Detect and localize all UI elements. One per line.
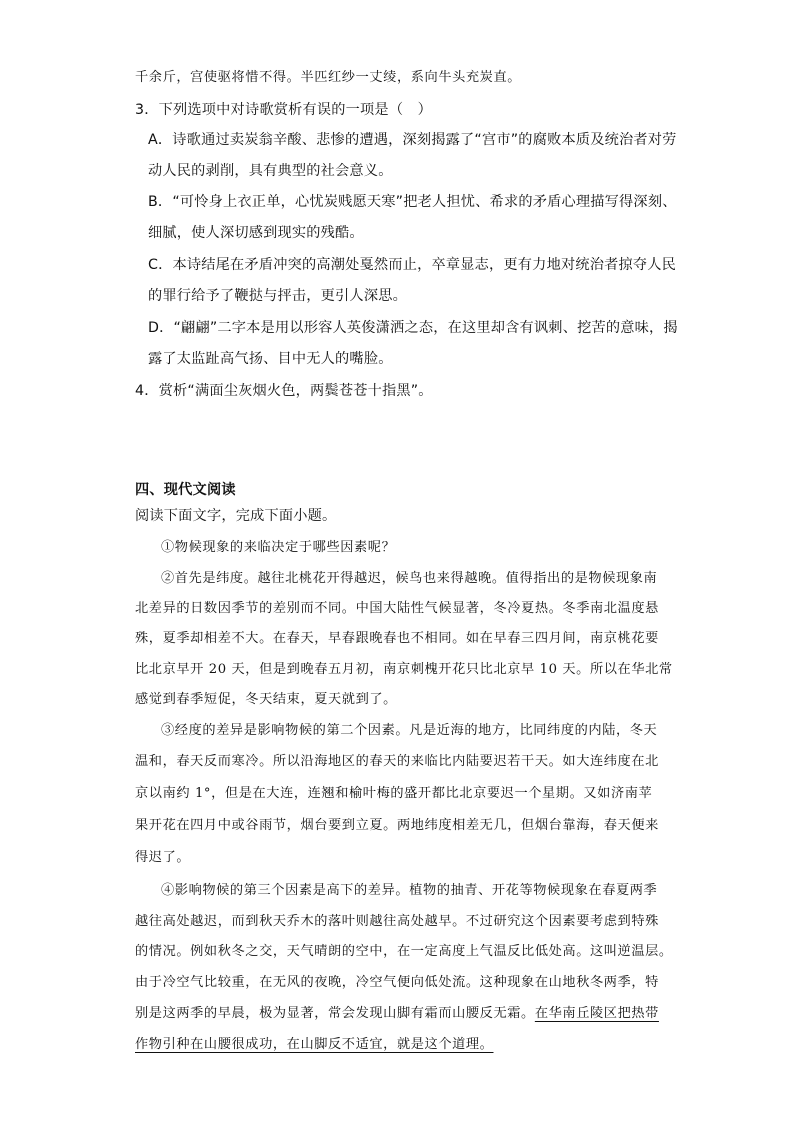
paragraph-4-line	[135, 1002, 659, 1021]
question-3-option-a-line-2: 动人民的剥削，具有典型的社会意义。	[148, 163, 393, 179]
paragraph-4-line: ④影响物候的第三个因素是高下的差异。植物的抽青、开花等物候现象在春夏两季	[161, 883, 658, 898]
question-3-option-c-line-1: C．本诗结尾在矛盾冲突的高潮处戛然而止，卒章显志，更有力地对统治者掠夺人民	[148, 257, 677, 273]
question-3-option-a-line-1: A．诗歌通过卖炭翁辛酸、悲惨的遭遇，深刻揭露了“宫市”的腐败本质及统治者对劳	[148, 132, 677, 148]
paragraph-4-text: 别是这两季的早晨，极为显著，常会发现山脚有霜而山腰反无霜。	[135, 1006, 535, 1021]
paragraph-3-line: 温和，春天反而寒冷。所以沿海地区的春天的来临比内陆要迟若干天。如大连纬度在北	[135, 754, 659, 769]
poem-tail-line: 千余斤，宫使驱将惜不得。半匹红纱一丈绫，系向牛头充炭直。	[135, 70, 522, 85]
question-3-option-c-line-2: 的罪行给予了鞭挞与抨击，更引人深思。	[148, 288, 407, 304]
question-4: 4．赏析“满面尘灰烟火色，两鬓苍苍十指黑”。	[135, 383, 433, 399]
paragraph-2-line: 感觉到春季短促，冬天结束，夏天就到了。	[135, 692, 397, 707]
paragraph-1: ①物候现象的来临决定于哪些因素呢？	[161, 540, 396, 555]
paragraph-4-line: 的情况。例如秋冬之交，天气晴朗的空中，在一定高度上气温反比低处高。这叫逆温层。	[135, 944, 673, 959]
section-heading: 四、现代文阅读	[135, 482, 236, 498]
underlined-sentence: 在华南丘陵区把热带	[534, 1006, 659, 1021]
section-instruction: 阅读下面文字，完成下面小题。	[135, 508, 337, 524]
paragraph-2-line: 殊，夏季却相差不大。在春天，早春跟晚春也不相同。如在早春三四月间，南京桃花要	[135, 631, 659, 646]
paragraph-2-line: ②首先是纬度。越往北桃花开得越迟，候鸟也来得越晚。值得指出的是物候现象南	[161, 571, 658, 586]
paragraph-3-line: 得迟了。	[135, 850, 191, 865]
paragraph-2-line: 北差异的日数因季节的差别而不同。中国大陆性气候显著，冬冷夏热。冬季南北温度悬	[135, 601, 659, 616]
question-3-option-d-line-1: D．“翩翩”二字本是用以形容人英俊潇洒之态，在这里却含有讽刺、挖苦的意味，揭	[148, 320, 678, 336]
question-3-option-b-line-2: 细腻，使人深切感到现实的残酷。	[148, 225, 364, 241]
paragraph-4-line: 越往高处越迟，而到秋天乔木的落叶则越往高处越早。不过研究这个因素要考虑到特殊	[135, 914, 659, 929]
paragraph-3-line: 果开花在四月中或谷雨节，烟台要到立夏。两地纬度相差无几，但烟台靠海，春天便来	[135, 818, 659, 833]
paragraph-3-line: ③经度的差异是影响物候的第二个因素。凡是近海的地方，比同纬度的内陆，冬天	[161, 723, 658, 738]
paragraph-3-line: 京以南约 1°，但是在大连，连翘和榆叶梅的盛开都比北京要迟一个星期。又如济南苹	[135, 786, 653, 801]
paragraph-2-line: 比北京早开 20 天，但是到晚春五月初，南京刺槐开花只比北京早 10 天。所以在华北常	[135, 662, 673, 677]
question-3-option-d-line-2: 露了太监趾高气扬、目中无人的嘴脸。	[148, 351, 393, 367]
underlined-sentence: 作物引种在山腰很成功，在山脚反不适宜，就是这个道理。	[135, 1037, 494, 1052]
question-3-option-b-line-1: B．“可怜身上衣正单，心忧炭贱愿天寒”把老人担忧、希求的矛盾心理描写得深刻、	[148, 194, 677, 210]
paragraph-4-line: 由于冷空气比较重，在无风的夜晚，冷空气便向低处流。这种现象在山地秋冬两季，特	[135, 975, 659, 990]
question-3-stem: 3．下列选项中对诗歌赏析有误的一项是（ ）	[135, 102, 432, 118]
